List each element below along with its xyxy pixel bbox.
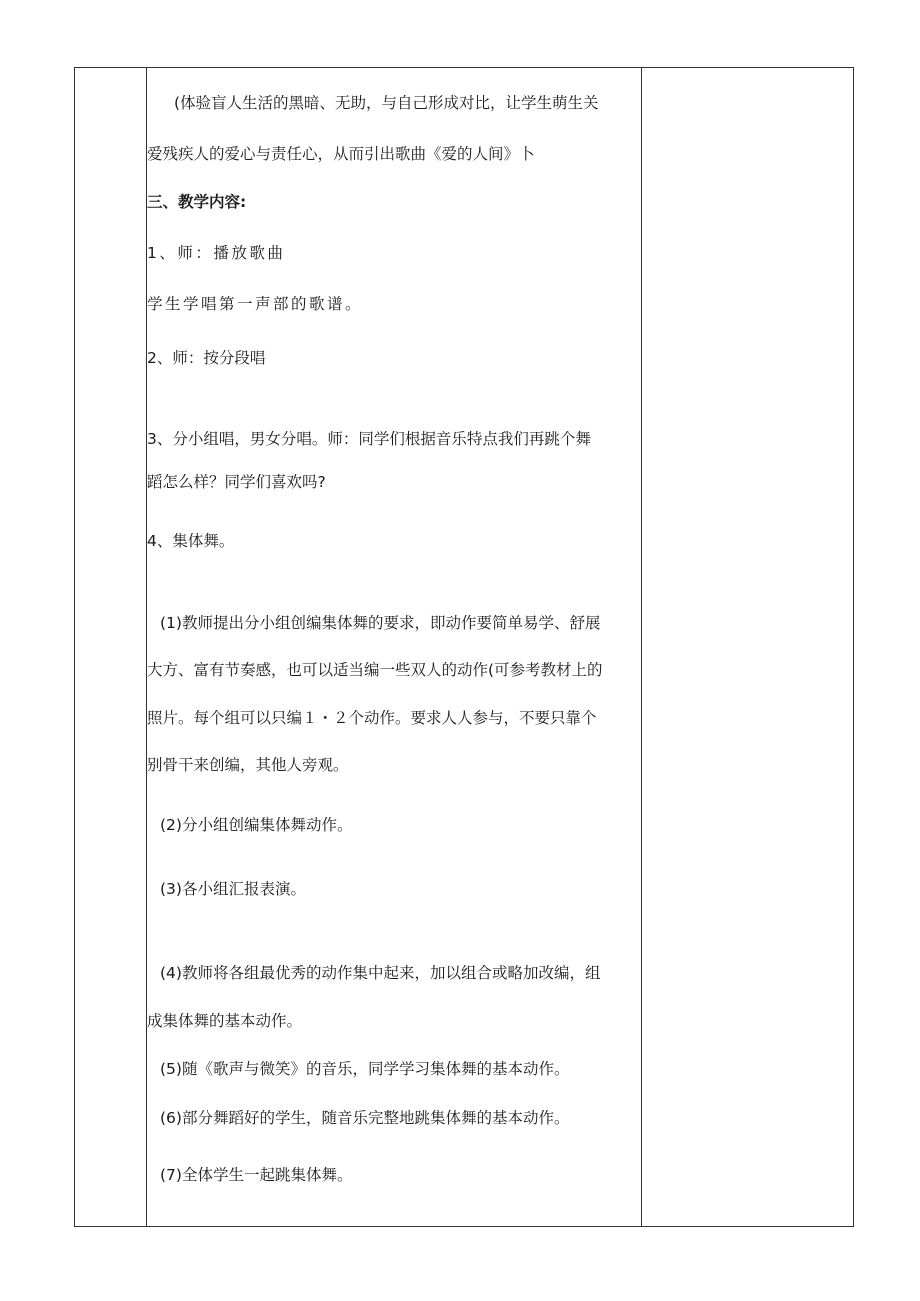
- paragraph-line: 爱残疾人的爱心与责任心，从而引出歌曲《爱的人间》卜: [147, 145, 535, 163]
- column-divider-right: [641, 67, 642, 1227]
- paragraph-line: 照片。每个组可以只编１・２个动作。要求人人参与，不要只靠个: [147, 709, 597, 727]
- paragraph-line: 大方、富有节奏感，也可以适当编一些双人的动作(可参考教材上的: [147, 661, 603, 679]
- paragraph-line: 成集体舞的基本动作。: [147, 1012, 303, 1030]
- paragraph-line: 1、师：播放歌曲: [147, 244, 286, 262]
- paragraph-line: 4、集体舞。: [147, 532, 235, 550]
- content-cell: [147, 67, 640, 1227]
- paragraph-line: (4)教师将各组最优秀的动作集中起来，加以组合或略加改编，组: [160, 964, 601, 982]
- paragraph-line: 别骨干来创编，其他人旁观。: [147, 756, 349, 774]
- paragraph-line: 学生学唱第一声部的歌谱。: [147, 295, 364, 313]
- paragraph-line: (2)分小组创编集体舞动作。: [160, 816, 353, 834]
- paragraph-line: (6)部分舞蹈好的学生，随音乐完整地跳集体舞的基本动作。: [160, 1109, 570, 1127]
- paragraph-line: (1)教师提出分小组创编集体舞的要求，即动作要简单易学、舒展: [160, 614, 601, 632]
- paragraph-line: 蹈怎么样？同学们喜欢吗?: [147, 473, 326, 491]
- paragraph-line: 3、分小组唱，男女分唱。师：同学们根据音乐特点我们再跳个舞: [147, 430, 591, 448]
- paragraph-line: 2、师：按分段唱: [147, 349, 266, 367]
- paragraph-line: (体验盲人生活的黑暗、无助，与自己形成对比，让学生萌生关: [174, 94, 599, 112]
- paragraph-line: (7)全体学生一起跳集体舞。: [160, 1166, 353, 1184]
- paragraph-line: (3)各小组汇报表演。: [160, 880, 306, 898]
- section-heading: 三、教学内容:: [147, 193, 247, 211]
- paragraph-line: (5)随《歌声与微笑》的音乐，同学学习集体舞的基本动作。: [160, 1060, 570, 1078]
